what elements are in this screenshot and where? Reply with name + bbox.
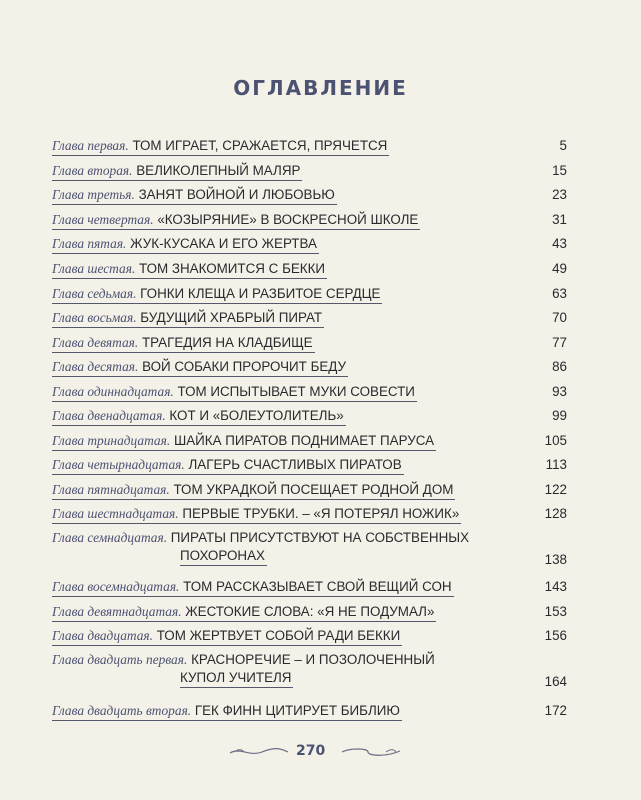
page-ref: 23	[552, 187, 567, 202]
page-ref: 143	[544, 579, 567, 594]
toc-entry[interactable]	[52, 163, 567, 179]
left-ornament-icon	[228, 745, 290, 759]
leader-rule	[52, 474, 404, 475]
chapter-label: Глава шестнадцатая.	[52, 506, 179, 521]
chapter-label: Глава девятнадцатая.	[52, 604, 182, 619]
page-ref: 113	[545, 457, 567, 472]
leader-rule	[52, 720, 402, 721]
chapter-title: ПЕРВЫЕ ТРУБКИ. – «Я ПОТЕРЯЛ НОЖИК»	[182, 506, 460, 521]
page-title: ОГЛАВЛЕНИЕ	[233, 76, 408, 100]
chapter-title-continued: КУПОЛ УЧИТЕЛЯ	[180, 670, 292, 685]
page-ref: 93	[552, 384, 567, 399]
chapter-title: ГЕК ФИНН ЦИТИРУЕТ БИБЛИЮ	[194, 703, 400, 718]
chapter-label: Глава седьмая.	[52, 286, 137, 301]
chapter-label: Глава первая.	[52, 138, 129, 153]
chapter-label: Глава двенадцатая.	[52, 408, 166, 423]
leader-rule	[52, 376, 348, 377]
chapter-title: ТОМ ИГРАЕТ, СРАЖАЕТСЯ, ПРЯЧЕТСЯ	[132, 138, 388, 153]
chapter-label: Глава двадцать первая.	[52, 652, 188, 667]
leader-rule	[52, 253, 319, 254]
page-ref: 70	[552, 310, 567, 325]
toc-entry[interactable]	[52, 286, 567, 302]
chapter-title: ГОНКИ КЛЕЩА И РАЗБИТОЕ СЕРДЦЕ	[140, 286, 381, 301]
chapter-label: Глава шестая.	[52, 261, 136, 276]
page-ref: 164	[544, 674, 567, 689]
chapter-title: КОТ И «БОЛЕУТОЛИТЕЛЬ»	[169, 408, 344, 423]
chapter-title: ШАЙКА ПИРАТОВ ПОДНИМАЕТ ПАРУСА	[173, 433, 435, 448]
chapter-title: КРАСНОРЕЧИЕ – И ПОЗОЛОЧЕННЫЙ	[191, 652, 435, 667]
toc-entry[interactable]	[52, 703, 567, 719]
chapter-label: Глава двадцатая.	[52, 628, 153, 643]
leader-rule	[52, 352, 315, 353]
toc-entry[interactable]	[52, 433, 567, 449]
toc-entry[interactable]	[52, 457, 567, 473]
chapter-title: ТОМ ИСПЫТЫВАЕТ МУКИ СОВЕСТИ	[177, 384, 415, 399]
page-ref: 43	[552, 236, 567, 251]
chapter-label: Глава восемнадцатая.	[52, 579, 180, 594]
page-ref: 156	[544, 628, 567, 643]
page-ref: 5	[559, 138, 567, 153]
chapter-label: Глава четвертая.	[52, 212, 154, 227]
leader-rule	[52, 401, 417, 402]
chapter-label: Глава одиннадцатая.	[52, 384, 174, 399]
page-ref: 172	[544, 703, 567, 718]
chapter-title: ТОМ ЖЕРТВУЕТ СОБОЙ РАДИ БЕККИ	[156, 628, 401, 643]
page-ref: 63	[552, 286, 567, 301]
page-ref: 122	[544, 482, 567, 497]
leader-rule	[52, 523, 461, 524]
chapter-title-continued: ПОХОРОНАХ	[180, 548, 265, 563]
toc-entry[interactable]	[52, 236, 567, 252]
chapter-label: Глава семнадцатая.	[52, 530, 168, 545]
chapter-title: ВОЙ СОБАКИ ПРОРОЧИТ БЕДУ	[142, 359, 347, 374]
toc-entry[interactable]	[52, 187, 567, 203]
chapter-title: ТОМ УКРАДКОЙ ПОСЕЩАЕТ РОДНОЙ ДОМ	[173, 482, 454, 497]
page-ref: 49	[552, 261, 567, 276]
toc-entry[interactable]	[52, 482, 567, 498]
chapter-label: Глава четырнадцатая.	[52, 457, 185, 472]
chapter-title: БУДУЩИЙ ХРАБРЫЙ ПИРАТ	[140, 310, 323, 325]
toc-entry[interactable]	[52, 310, 567, 326]
toc-entry[interactable]	[52, 579, 567, 595]
page-number: 270	[296, 743, 326, 759]
toc-entry[interactable]	[52, 408, 567, 424]
leader-rule	[52, 278, 327, 279]
leader-rule	[52, 180, 302, 181]
toc-entry[interactable]	[52, 506, 567, 522]
page-ref: 86	[552, 359, 567, 374]
chapter-label: Глава девятая.	[52, 335, 139, 350]
page-ref: 77	[552, 335, 567, 350]
page-ref: 15	[552, 163, 567, 178]
chapter-label: Глава третья.	[52, 187, 135, 202]
leader-rule	[52, 621, 436, 622]
chapter-title: ВЕЛИКОЛЕПНЫЙ МАЛЯР	[136, 163, 301, 178]
leader-rule	[52, 303, 382, 304]
leader-rule	[180, 565, 267, 566]
page-ref: 138	[544, 552, 567, 567]
leader-rule	[52, 155, 389, 156]
chapter-title: ЖУК-КУСАКА И ЕГО ЖЕРТВА	[130, 236, 317, 251]
leader-rule	[180, 687, 293, 688]
toc-entry[interactable]	[52, 384, 567, 400]
page-ref: 99	[552, 408, 567, 423]
leader-rule	[52, 499, 455, 500]
chapter-label: Глава восьмая.	[52, 310, 137, 325]
toc-entry[interactable]	[52, 652, 567, 689]
chapter-label: Глава тринадцатая.	[52, 433, 171, 448]
chapter-label: Глава пятнадцатая.	[52, 482, 170, 497]
chapter-label: Глава десятая.	[52, 359, 139, 374]
page-ref: 128	[544, 506, 567, 521]
chapter-label: Глава вторая.	[52, 163, 133, 178]
toc-entry[interactable]	[52, 530, 567, 567]
chapter-title: ПИРАТЫ ПРИСУТСТВУЮТ НА СОБСТВЕННЫХ	[170, 530, 470, 545]
page-ref: 105	[544, 433, 567, 448]
chapter-title: ЖЕСТОКИЕ СЛОВА: «Я НЕ ПОДУМАЛ»	[185, 604, 435, 619]
right-ornament-icon	[340, 745, 402, 759]
chapter-title: ТРАГЕДИЯ НА КЛАДБИЩЕ	[141, 335, 313, 350]
toc-entry[interactable]	[52, 628, 567, 644]
chapter-title: ТОМ РАССКАЗЫВАЕТ СВОЙ ВЕЩИЙ СОН	[183, 579, 452, 594]
chapter-title: ЛАГЕРЬ СЧАСТЛИВЫХ ПИРАТОВ	[188, 457, 402, 472]
page-ref: 153	[544, 604, 567, 619]
chapter-title: ЗАНЯТ ВОЙНОЙ И ЛЮБОВЬЮ	[138, 187, 335, 202]
leader-rule	[52, 645, 402, 646]
leader-rule	[52, 596, 454, 597]
leader-rule	[52, 425, 346, 426]
chapter-label: Глава двадцать вторая.	[52, 703, 192, 718]
chapter-title: «КОЗЫРЯНИЕ» В ВОСКРЕСНОЙ ШКОЛЕ	[157, 212, 419, 227]
leader-rule	[52, 450, 436, 451]
page-footer	[0, 741, 641, 761]
leader-rule	[52, 327, 324, 328]
page-ref: 31	[552, 212, 567, 227]
chapter-label: Глава пятая.	[52, 236, 127, 251]
leader-rule	[52, 229, 420, 230]
chapter-title: ТОМ ЗНАКОМИТСЯ С БЕККИ	[139, 261, 326, 276]
toc-entry[interactable]	[52, 359, 567, 375]
toc-entry[interactable]	[52, 261, 567, 277]
leader-rule	[52, 204, 337, 205]
toc-entry[interactable]	[52, 335, 567, 351]
toc-entry[interactable]	[52, 212, 567, 228]
toc-entry[interactable]	[52, 604, 567, 620]
toc-entry[interactable]	[52, 138, 567, 154]
